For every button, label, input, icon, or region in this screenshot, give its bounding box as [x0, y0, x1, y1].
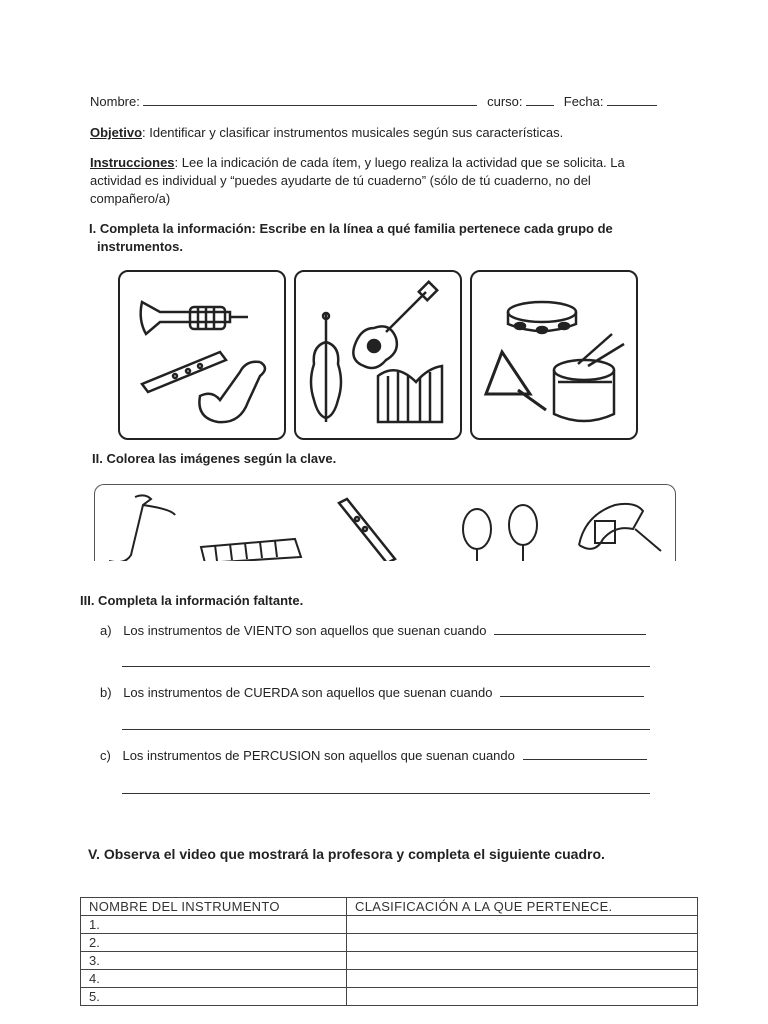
section3-title: III. Completa la información faltante. — [80, 593, 304, 608]
guitar-icon — [353, 282, 437, 368]
course-field[interactable] — [526, 93, 554, 106]
table-cell[interactable]: 5. — [81, 988, 347, 1006]
name-row — [90, 93, 690, 111]
instructions-line1: : Lee la indicación de cada ítem, y luego realiza la actividad que se solicita. La — [174, 155, 625, 170]
item-text: Los instrumentos de CUERDA son aquellos que suenan cuando — [123, 685, 493, 700]
table-row — [81, 970, 698, 988]
saxophone-icon — [109, 495, 175, 561]
date-field[interactable] — [607, 93, 657, 106]
item-letter: b) — [100, 685, 112, 700]
section2-title: II. Colorea las imágenes según la clave. — [92, 451, 337, 466]
objective-label: Objetivo — [90, 125, 143, 140]
section3-item-c — [100, 747, 660, 765]
name-field[interactable] — [143, 93, 477, 106]
table-header: CLASIFICACIÓN A LA QUE PERTENECE. — [347, 898, 698, 916]
answer-line[interactable] — [523, 747, 647, 760]
maracas-icon — [463, 505, 537, 561]
table-header-row — [81, 898, 698, 916]
table-header: NOMBRE DEL INSTRUMENTO — [81, 898, 347, 916]
violin-icon — [311, 312, 341, 422]
instrument-group-wind — [118, 270, 286, 440]
table-cell[interactable]: 4. — [81, 970, 347, 988]
section1-title — [89, 220, 709, 256]
item-text: Los instrumentos de PERCUSION son aquellos que suenan cuando — [122, 748, 515, 763]
xylophone-icon — [201, 539, 301, 561]
instrument-table — [80, 897, 698, 1006]
section1-title-line1: I. Completa la información: Escribe en la línea a qué familia pertenece cada grupo de — [89, 221, 613, 236]
table-cell[interactable] — [347, 916, 698, 934]
answer-line[interactable] — [500, 684, 644, 697]
instructions-line3: compañero/a) — [90, 191, 171, 206]
saxophone-icon — [199, 362, 265, 422]
name-label: Nombre: — [90, 94, 140, 109]
triangle-icon — [486, 352, 546, 410]
drum-icon — [554, 334, 624, 421]
trumpet-icon — [141, 302, 248, 334]
table-cell[interactable]: 1. — [81, 916, 347, 934]
answer-line-full[interactable] — [122, 793, 650, 794]
tambourine-icon — [508, 302, 576, 333]
table-row — [81, 952, 698, 970]
objective — [90, 124, 710, 142]
table-row — [81, 934, 698, 952]
table-cell[interactable] — [347, 988, 698, 1006]
table-row — [81, 988, 698, 1006]
table-row — [81, 916, 698, 934]
section3-item-a — [100, 622, 660, 640]
objective-text: : Identificar y clasificar instrumentos musicales según sus características. — [142, 125, 564, 140]
item-text: Los instrumentos de VIENTO son aquellos que suenan cuando — [123, 623, 487, 638]
harp-icon — [378, 366, 442, 422]
answer-line[interactable] — [494, 622, 646, 635]
table-cell[interactable]: 2. — [81, 934, 347, 952]
answer-line-full[interactable] — [122, 729, 650, 730]
instructions-line2: actividad es individual y “puedes ayudarte de tú cuaderno” (sólo de tú cuaderno, no del — [90, 173, 591, 188]
instructions-label: Instrucciones — [90, 155, 175, 170]
instructions — [90, 154, 730, 208]
instrument-group-string — [294, 270, 462, 440]
section5-title: V. Observa el video que mostrará la profesora y completa el siguiente cuadro. — [88, 846, 605, 862]
answer-line-full[interactable] — [122, 666, 650, 667]
section3-item-b — [100, 684, 660, 702]
color-key-strip — [94, 484, 676, 561]
recorder-icon — [142, 352, 226, 392]
table-cell[interactable] — [347, 934, 698, 952]
table-cell[interactable]: 3. — [81, 952, 347, 970]
flute-icon — [339, 499, 395, 561]
item-letter: c) — [100, 748, 111, 763]
course-label: curso: — [487, 94, 523, 109]
tuba-icon — [579, 504, 661, 551]
section1-title-line2: instrumentos. — [97, 239, 183, 254]
date-label: Fecha: — [563, 94, 604, 109]
table-cell[interactable] — [347, 970, 698, 988]
table-cell[interactable] — [347, 952, 698, 970]
instrument-group-percussion — [470, 270, 638, 440]
item-letter: a) — [100, 623, 112, 638]
